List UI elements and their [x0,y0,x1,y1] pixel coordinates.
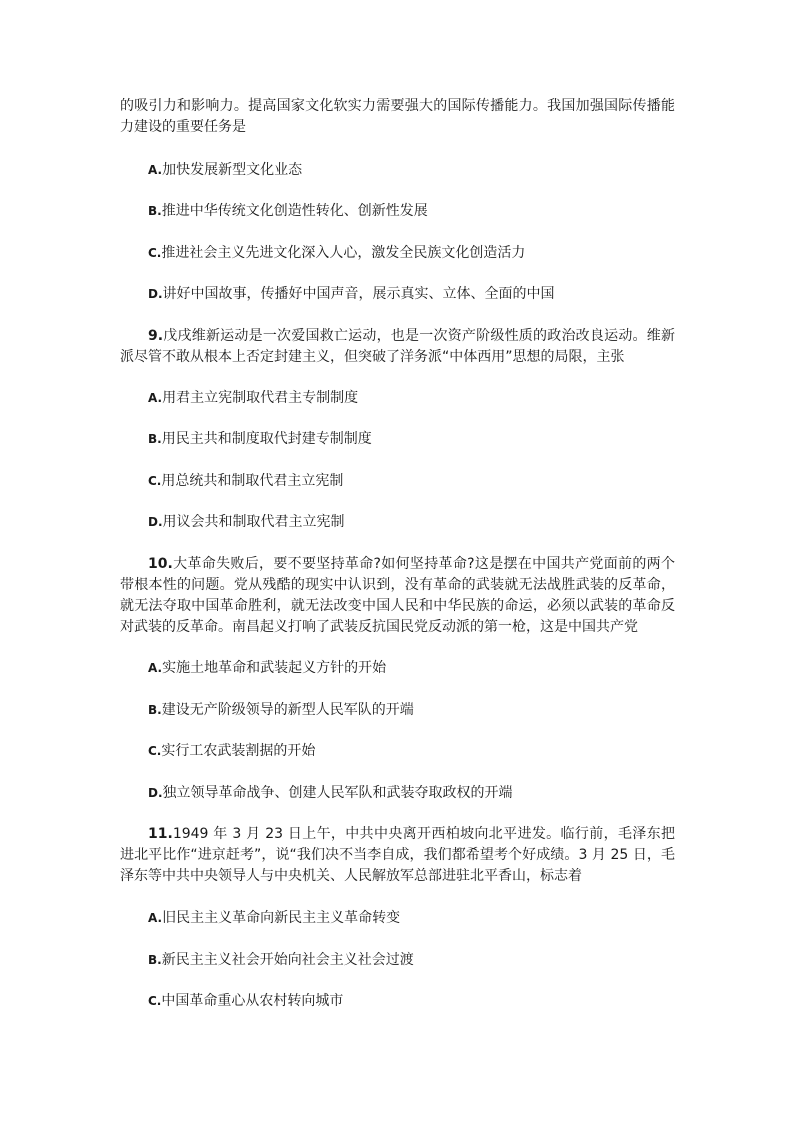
question-9-option-c [148,471,343,491]
option-text: 实施土地革命和武装起义方针的开始 [162,660,387,676]
option-letter: C. [148,744,162,758]
option-letter: B. [148,953,162,967]
option-text: 推进社会主义先进文化深入人心，激发全民族文化创造活力 [161,245,526,261]
option-text: 推进中华传统文化创造性转化、创新性发展 [161,203,428,219]
question-number: 11. [148,826,173,842]
option-text: 建设无产阶级领导的新型人民军队的开端 [161,702,414,718]
question-number: 9. [148,328,164,344]
question-8-stem-continuation [120,96,675,138]
option-letter: C. [148,246,162,260]
option-letter: B. [148,204,162,218]
question-number: 10. [148,556,173,572]
question-11-stem [120,824,675,887]
option-letter: C. [148,474,162,488]
option-text: 实行工农武装割据的开始 [161,743,316,759]
question-8-option-d [148,284,555,304]
stem-text: 的吸引力和影响力。提高国家文化软实力需要强大的国际传播能力。我国加强国际传播能力建设的重要任务是 [120,98,675,135]
option-letter: A. [148,911,163,925]
question-8-option-a [148,160,302,180]
option-text: 加快发展新型文化业态 [162,162,303,178]
option-letter: A. [148,163,163,177]
question-10-option-c [148,741,315,761]
stem-text: 1949 年 3 月 23 日上午，中共中央离开西柏坡向北平进发。临行前，毛泽东把进北平比作“进京赶考”，说“我们决不当李自成，我们都希望考个好成绩。3 月 25 日，毛泽东等中共中央领导人与中央机关、人民解放军总部进驻北平香山，标志着 [120,826,675,884]
option-letter: A. [148,391,163,405]
question-11-option-a [148,908,400,928]
question-8-option-b [148,201,428,221]
question-10-option-d [148,783,513,803]
option-letter: A. [148,661,163,675]
option-letter: D. [148,287,163,301]
option-letter: D. [148,786,163,800]
question-10-option-a [148,658,386,678]
question-9-stem [120,326,675,368]
option-text: 用总统共和制取代君主立宪制 [161,473,344,489]
option-letter: C. [148,994,162,1008]
option-text: 讲好中国故事，传播好中国声音，展示真实、立体、全面的中国 [162,286,555,302]
option-text: 用民主共和制度取代封建专制制度 [161,431,372,447]
question-8-option-c [148,243,525,263]
option-text: 用议会共和制取代君主立宪制 [162,514,345,530]
stem-text: 戊戌维新运动是一次爱国救亡运动，也是一次资产阶级性质的政治改良运动。维新派尽管不敢从根本上否定封建主义，但突破了洋务派“中体西用”思想的局限，主张 [120,328,675,365]
option-text: 中国革命重心从农村转向城市 [161,993,344,1009]
question-11-option-c [148,991,343,1011]
option-text: 独立领导革命战争、创建人民军队和武装夺取政权的开端 [162,785,513,801]
question-9-option-a [148,388,358,408]
question-11-option-b [148,950,414,970]
option-letter: B. [148,432,162,446]
question-9-option-d [148,512,345,532]
stem-text: 大革命失败后，要不要坚持革命?如何坚持革命?这是摆在中国共产党面前的两个带根本性的问题。党从残酷的现实中认识到，没有革命的武装就无法战胜武装的反革命，就无法夺取中国革命胜利，就无法改变中国人民和中华民族的命运，必须以武装的革命反对武装的反革命。南昌起义打响了武装反抗国民党反动派的第一枪，这是中国共产党 [120,556,675,635]
option-text: 新民主主义社会开始向社会主义社会过渡 [161,952,414,968]
question-10-option-b [148,700,414,720]
option-letter: D. [148,515,163,529]
option-text: 旧民主主义革命向新民主主义革命转变 [162,910,401,926]
question-9-option-b [148,429,372,449]
option-text: 用君主立宪制取代君主专制制度 [162,390,359,406]
option-letter: B. [148,703,162,717]
question-10-stem [120,554,675,638]
